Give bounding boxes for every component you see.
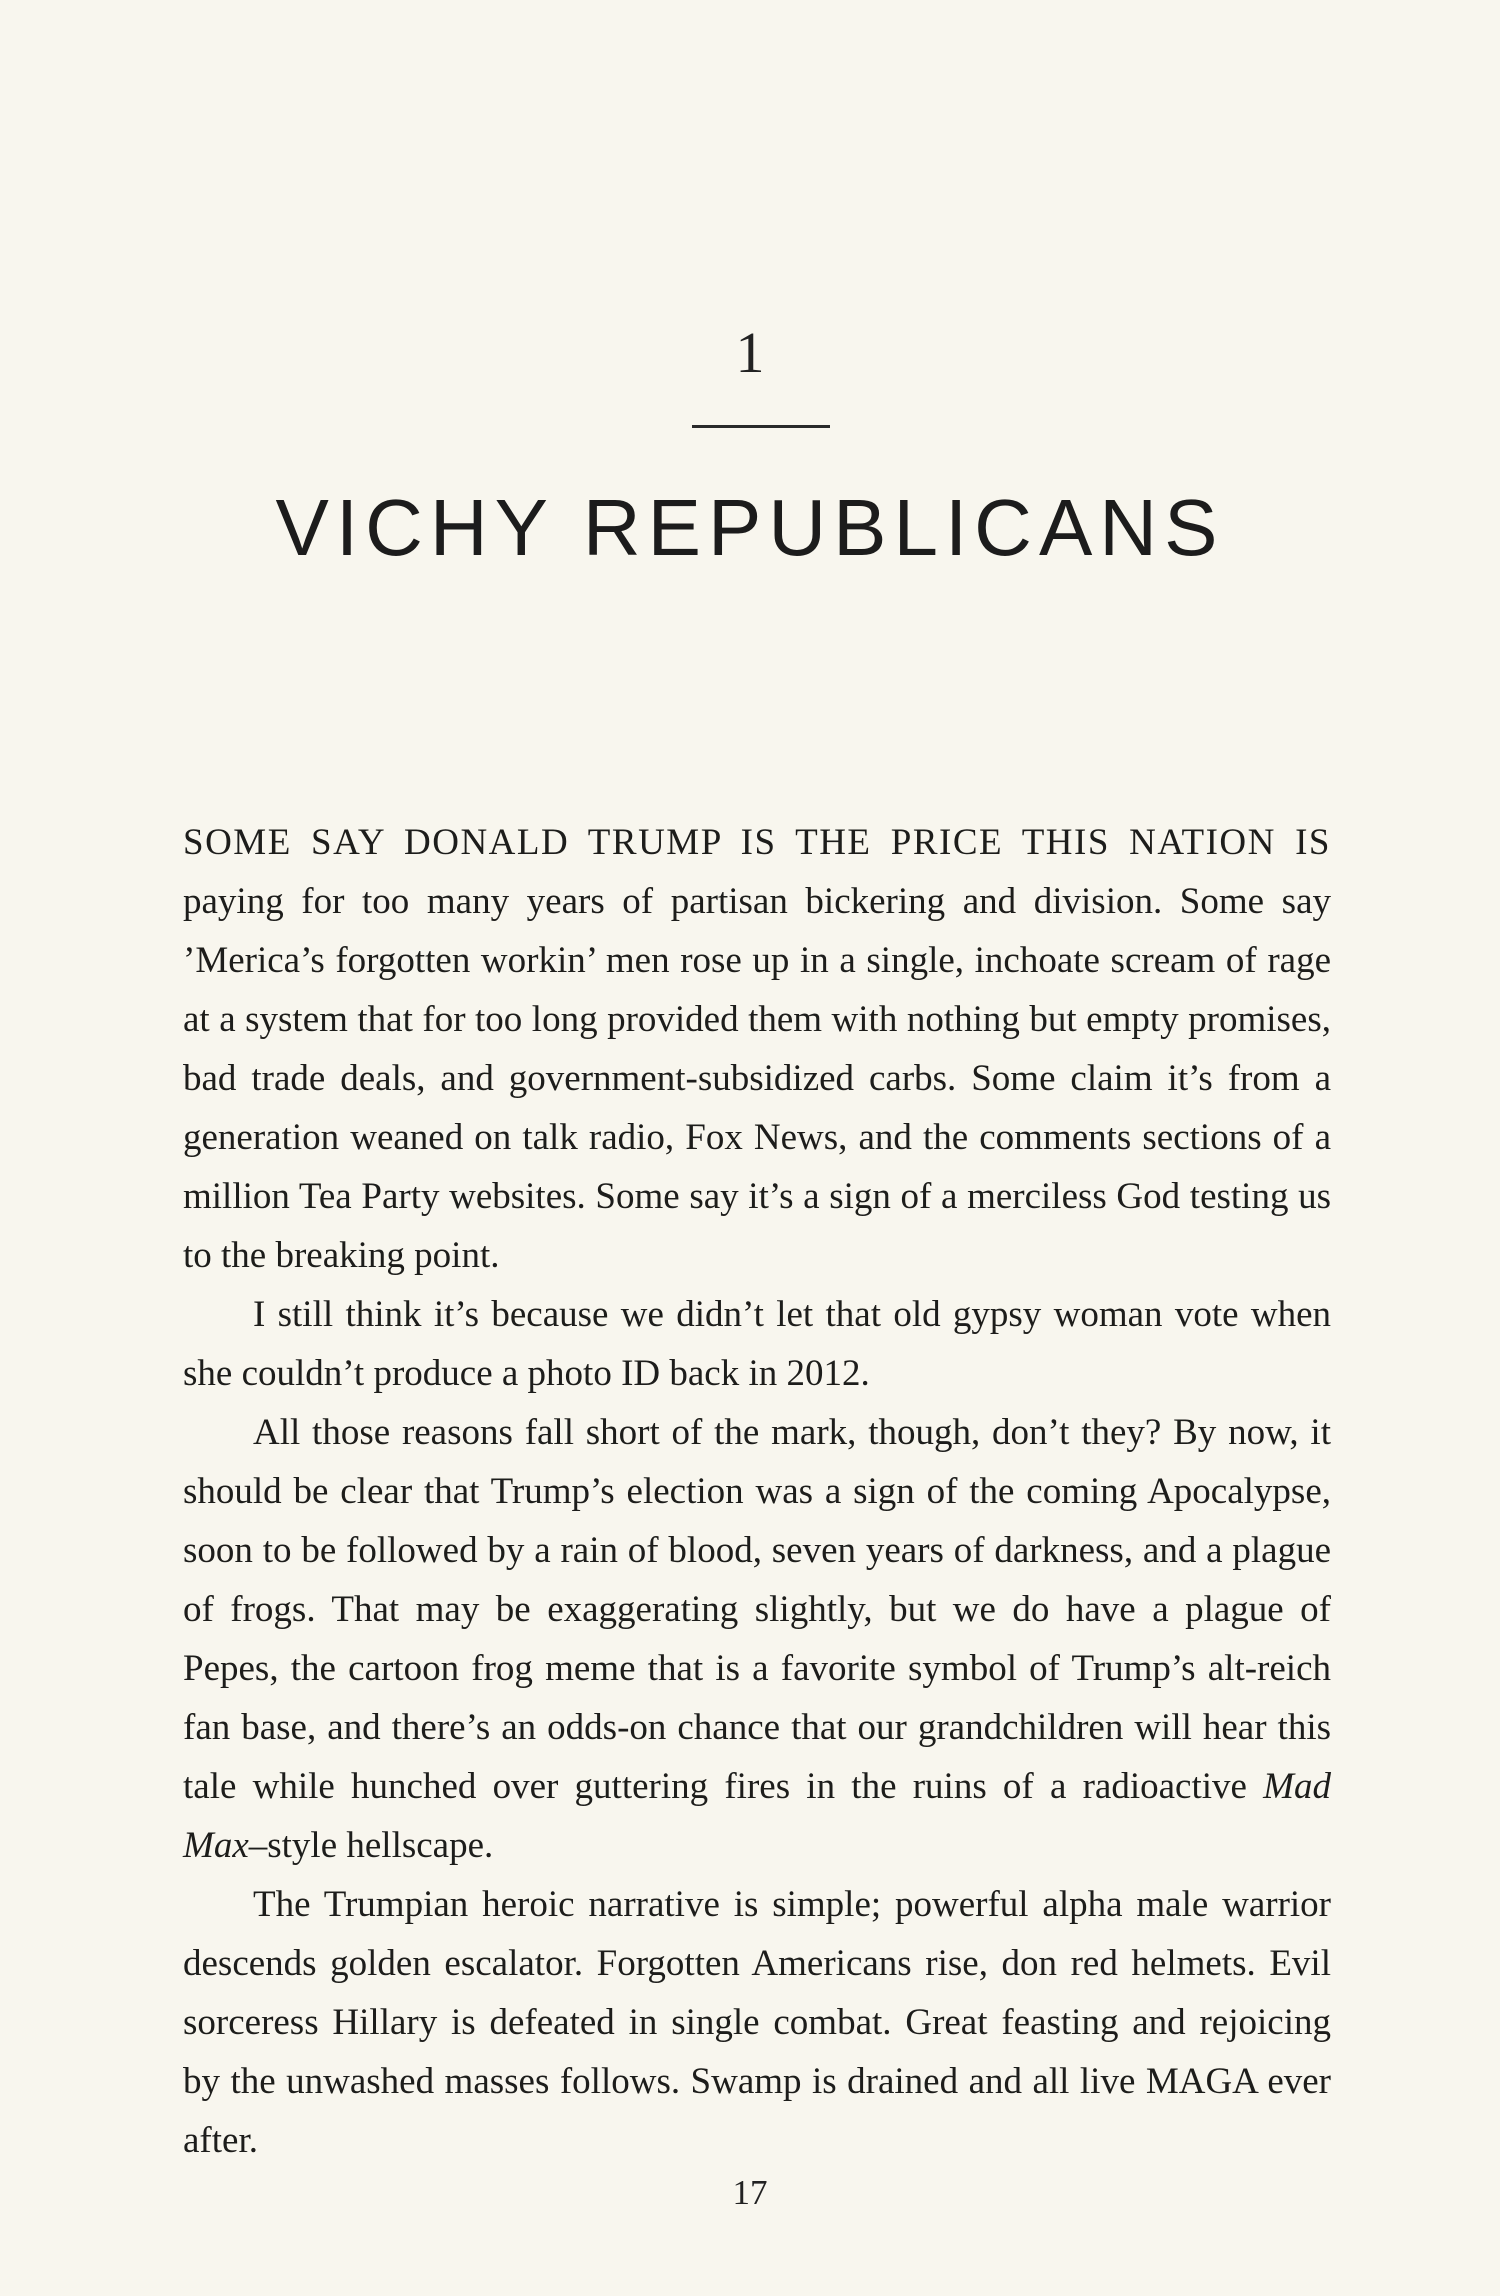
paragraph-3-text: All those reasons fall short of the mark, though, don’t they? By now, it should be clear that Trump’s election was a sign of the coming Apocalypse, soon to be followed by a rain of blood, seven years of darkness, and a plague of frogs. That may be exaggerating slightly, but we do have a plague of Pepes, the cartoon frog meme that is a favorite symbol of Trump’s alt-reich fan base, and there’s an odds-on chance that our grandchildren will hear this tale while hunched over guttering fires in the ruins of a radioactive bbox=[183, 1412, 1331, 1807]
chapter-number: 1 bbox=[735, 320, 765, 385]
paragraph-3-end: –style hellscape. bbox=[248, 1825, 494, 1866]
paragraph-lead-in: SOME SAY DONALD TRUMP IS THE PRICE THIS NATION IS bbox=[183, 822, 1331, 863]
chapter-divider bbox=[692, 425, 830, 428]
paragraph-4: The Trumpian heroic narrative is simple; powerful alpha male warrior descends golden escalator. Forgotten Americans rise, don red helmets. Evil sorceress Hillary is defeated in single combat. Great feasting and rejoicing by the unwashed masses follows. Swamp is drained and all live MAGA ever after. bbox=[183, 1884, 1331, 2161]
body-text bbox=[183, 813, 1331, 2170]
paragraph-1 bbox=[183, 813, 1331, 1285]
page-number: 17 bbox=[732, 2173, 768, 2212]
paragraph-3 bbox=[183, 1403, 1331, 1875]
paragraph-2: I still think it’s because we didn’t let that old gypsy woman vote when she couldn’t produce a photo ID back in 2012. bbox=[183, 1294, 1331, 1394]
italic-title: Mad Max bbox=[183, 1766, 1331, 1866]
chapter-title: VICHY REPUBLICANS bbox=[275, 483, 1225, 572]
paragraph-1-text: paying for too many years of partisan bickering and division. Some say ’Merica’s forgotten workin’ men rose up in a single, inchoate scream of rage at a system that for too long provided them with nothing but empty promises, bad trade deals, and government-subsidized carbs. Some claim it’s from a generation weaned on talk radio, Fox News, and the comments sections of a million Tea Party websites. Some say it’s a sign of a merciless God testing us to the breaking point. bbox=[183, 881, 1331, 1276]
